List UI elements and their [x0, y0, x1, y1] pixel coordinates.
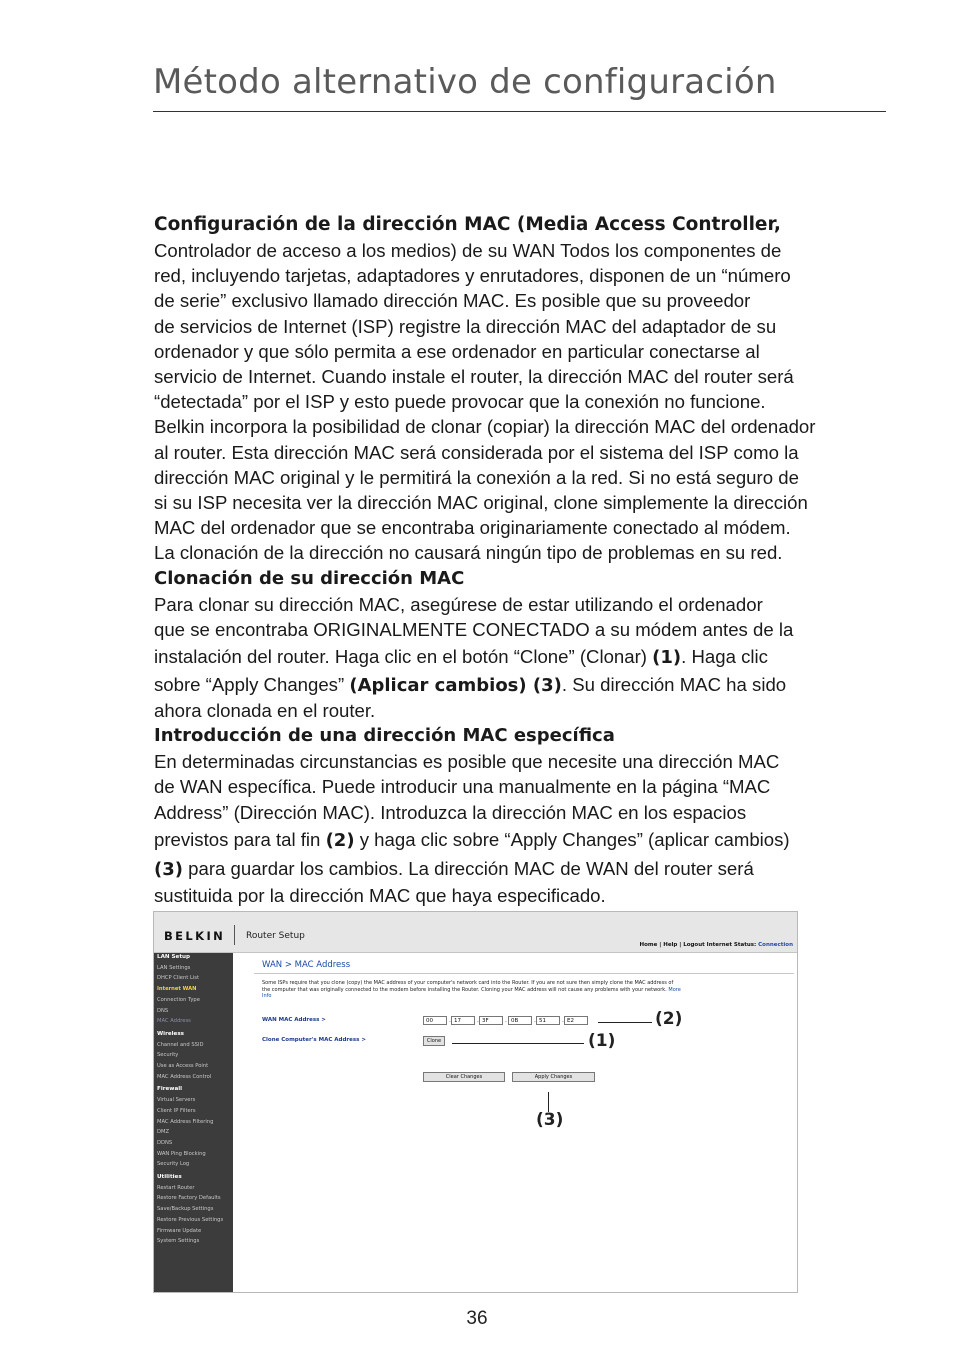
text-line: de serie” exclusivo llamado dirección MAC. Es posible que su proveedor [154, 290, 751, 312]
clone-button[interactable]: Clone [423, 1036, 445, 1046]
sidebar-item[interactable]: Connection Type [157, 996, 200, 1003]
text-line: sustituida por la dirección MAC que haya especificado. [154, 884, 606, 906]
sidebar-item[interactable]: LAN Settings [157, 964, 191, 971]
clear-changes-button[interactable]: Clear Changes [423, 1072, 505, 1082]
page-number: 36 [466, 1308, 488, 1329]
section-paragraph-mac-config [154, 238, 894, 566]
text-line: dirección MAC original y le permitirá la conexión a la red. Si no está seguro de [154, 466, 799, 488]
apply-changes-button[interactable]: Apply Changes [512, 1072, 595, 1082]
clone-mac-label: Clone Computer's MAC Address > [262, 1037, 366, 1043]
text-line: sobre “Apply Changes” (Aplicar cambios) (3). Su dirección MAC ha sido [154, 674, 787, 697]
sidebar-item[interactable]: WAN Ping Blocking [157, 1150, 206, 1157]
sidebar-item[interactable]: Security Log [157, 1161, 190, 1168]
belkin-logo: BELKIN [164, 929, 226, 943]
mac-octet-4-input[interactable]: 0B [508, 1016, 532, 1025]
sidebar-item[interactable]: DNS [157, 1007, 169, 1014]
text-line: de WAN específica. Puede introducir una manualmente en la página “MAC [154, 776, 771, 798]
sidebar-item[interactable]: MAC Address Control [157, 1073, 212, 1080]
sidebar-item[interactable]: Restore Previous Settings [157, 1216, 224, 1223]
callout-3: (3) [536, 1110, 564, 1130]
breadcrumb-divider [254, 973, 794, 974]
text-line: servicio de Internet. Cuando instale el router, la dirección MAC del router será [154, 366, 794, 388]
text-line: Belkin incorpora la posibilidad de clonar (copiar) la dirección MAC del ordenador [154, 416, 816, 438]
intro-text: Some ISPs require that you clone (copy) the MAC address of your computer's network card into the Router. If you are not sure then simply clone the MAC address of the computer that was originally connected to the modem before installing the Router. Cloning your MAC address will not cause any problems with your network. More Info [262, 980, 681, 999]
text-line: que se encontraba ORIGINALMENTE CONECTADO a su módem antes de la [154, 618, 794, 640]
section-paragraph-clone-mac [154, 592, 894, 724]
callout-2-leader [598, 1022, 652, 1023]
router-header [154, 912, 797, 953]
page-title: Método alternativo de configuración [153, 62, 777, 102]
callout-3-leader [548, 1092, 549, 1112]
section-heading-specific-mac: Introducción de una dirección MAC específica [154, 725, 615, 747]
router-setup-title: Router Setup [246, 931, 305, 941]
sidebar-item[interactable]: System Settings [157, 1238, 200, 1245]
sidebar-item: Wireless [157, 1030, 185, 1037]
text-line: Para clonar su dirección MAC, asegúrese de estar utilizando el ordenador [154, 593, 763, 615]
callout-2: (2) [655, 1009, 683, 1029]
text-line: si su ISP necesita ver la dirección MAC original, clone simplemente la dirección [154, 492, 808, 514]
sidebar-item[interactable]: Save/Backup Settings [157, 1206, 214, 1213]
mac-octet-6-input[interactable]: E2 [564, 1016, 588, 1025]
top-links[interactable]: Home | Help | Logout Internet Status: Connection [639, 942, 793, 948]
text-line: previstos para tal fin (2) y haga clic sobre “Apply Changes” (aplicar cambios) [154, 828, 790, 851]
text-line: de servicios de Internet (ISP) registre la dirección MAC del adaptador de su [154, 315, 777, 337]
sidebar-item[interactable]: DDNS [157, 1139, 173, 1146]
header-divider [234, 925, 235, 945]
sidebar-item[interactable]: Security [157, 1052, 179, 1059]
text-line: Controlador de acceso a los medios) de su WAN Todos los componentes de [154, 240, 782, 261]
router-sidebar [154, 953, 233, 1293]
sidebar-item[interactable]: Virtual Servers [157, 1097, 196, 1104]
sidebar-item: LAN Setup [157, 954, 191, 960]
title-divider [153, 111, 886, 112]
body-text [154, 212, 894, 908]
text-line: al router. Esta dirección MAC será considerada por el sistema del ISP como la [154, 441, 799, 463]
mac-octet-3-input[interactable]: 3F [479, 1016, 503, 1025]
wan-mac-label: WAN MAC Address > [262, 1017, 326, 1023]
mac-octet-1-input[interactable]: 00 [423, 1016, 447, 1025]
sidebar-item[interactable]: DHCP Client List [157, 975, 200, 982]
more-info-link[interactable]: More Info [262, 986, 681, 999]
callout-ref-3: (3) [154, 858, 183, 880]
sidebar-item[interactable]: Firmware Update [157, 1227, 202, 1234]
sidebar-item[interactable]: Restore Factory Defaults [157, 1195, 221, 1202]
text-line: MAC del ordenador que se encontraba originariamente conectado al módem. [154, 517, 791, 539]
mac-octet-2-input[interactable]: 17 [451, 1016, 475, 1025]
internet-status: Connection [758, 942, 793, 948]
sidebar-item: Utilities [157, 1174, 182, 1180]
callout-1-leader [452, 1043, 584, 1044]
sidebar-item[interactable]: Internet WAN [157, 986, 197, 993]
sidebar-item[interactable]: Client IP Filters [157, 1107, 196, 1114]
text-line: (3) para guardar los cambios. La dirección MAC de WAN del router será [154, 857, 754, 880]
text-line: La clonación de la dirección no causará ningún tipo de problemas en su red. [154, 542, 783, 564]
text-line: En determinadas circunstancias es posible que necesite una dirección MAC [154, 751, 780, 773]
mac-octet-5-input[interactable]: 51 [536, 1016, 560, 1025]
callout-ref-1: (1) [652, 647, 682, 669]
callout-ref-3: (Aplicar cambios) (3) [349, 675, 562, 697]
section-heading-mac-config: Configuración de la dirección MAC (Media Access Controller, [154, 214, 781, 235]
sidebar-item[interactable]: Channel and SSID [157, 1041, 204, 1048]
text-line: “detectada” por el ISP y esto puede provocar que la conexión no funcione. [154, 391, 766, 413]
callout-1: (1) [588, 1031, 616, 1051]
sidebar-item[interactable]: Restart Router [157, 1184, 195, 1191]
text-line: instalación del router. Haga clic en el botón “Clone” (Clonar) (1). Haga clic [154, 646, 768, 669]
text-line: ahora clonada en el router. [154, 700, 376, 722]
section-heading-clone-mac: Clonación de su dirección MAC [154, 567, 465, 589]
router-screenshot: BELKIN Router Setup Home | Help | Logout Internet Status: Connection LAN Setup LAN Settings DHCP Client List Internet WAN Connection Type DNS MAC Address Wireless Channel and SSID Security Use as Access Point MAC Address Control Firewall Virtual Servers Client IP Filters MAC Address Filtering DMZ DDNS WAN Ping Blocking Security Log Utilities Restart Router Restore Factory Defaults Save/Backup Settings Restore Previous Settings Firmware Update System Settings WAN > MAC Address Some ISPs require that you clone (copy) the MAC address of your computer's network card into the Router. If you are not sure then simply clone the MAC address of the computer that was originally connected to the modem before installing the Router. Cloning your MAC address will not cause any problems with your network. More Info WAN MAC Address > Clone Computer's MAC Address > 00 . 17 . 3F . 0B . 51 . E2 Clone Clear Changes Apply Changes [153, 911, 798, 1293]
callout-ref-2: (2) [325, 829, 355, 851]
sidebar-item[interactable]: Use as Access Point [157, 1063, 209, 1069]
text-line: Address” (Dirección MAC). Introduzca la dirección MAC en los espacios [154, 801, 747, 823]
sidebar-item[interactable]: MAC Address [157, 1018, 191, 1025]
section-paragraph-specific-mac [154, 749, 894, 908]
breadcrumb: WAN > MAC Address [262, 960, 351, 970]
sidebar-item[interactable]: DMZ [157, 1129, 170, 1136]
text-line: red, incluyendo tarjetas, adaptadores y enrutadores, disponen de un “número [154, 265, 791, 287]
text-line: ordenador y que sólo permita a ese ordenador en particular conectarse al [154, 340, 760, 362]
sidebar-item[interactable]: MAC Address Filtering [157, 1118, 214, 1125]
sidebar-item: Firewall [157, 1086, 183, 1093]
